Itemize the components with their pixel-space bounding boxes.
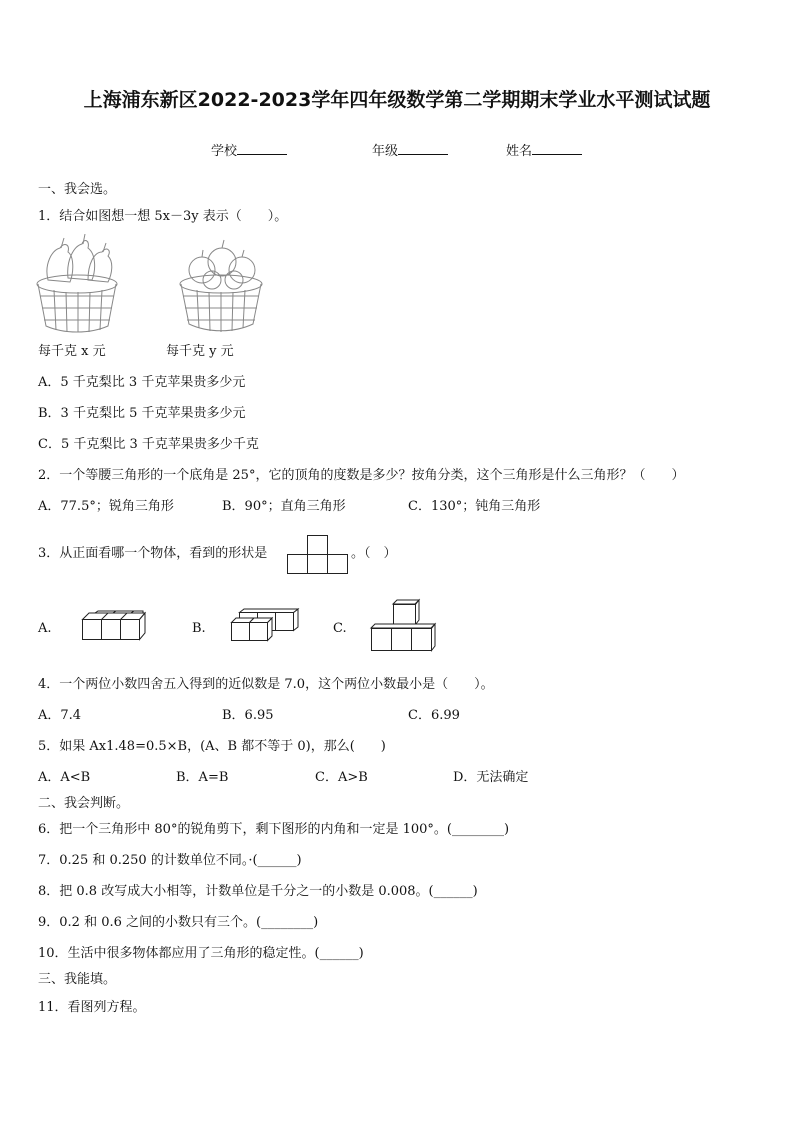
apple-basket-icon [176,236,266,336]
q7-statement[interactable]: 7．0.25 和 0.250 的计数单位不同。·(______) [38,853,302,868]
q5-option-b[interactable]: B．A=B [176,770,229,785]
q3-option-c-cubes [367,598,437,654]
q4-option-a[interactable]: A．7.4 [38,708,82,723]
q2-option-a[interactable]: A．77.5°；锐角三角形 [38,499,174,514]
q1-caption-pear: 每千克 x 元 [38,344,106,359]
q1-option-a[interactable]: A．5 千克梨比 3 千克苹果贵多少元 [38,375,246,390]
q2-option-c[interactable]: C．130°；钝角三角形 [408,499,541,514]
name-field [506,141,582,160]
q3-stem: 3．从正面看哪一个物体，看到的形状是 [38,546,268,561]
q4-stem: 4．一个两位小数四舍五入得到的近似数是 7.0，这个两位小数最小是（ ）。 [38,677,494,692]
q3-option-b-cubes [229,608,301,646]
grade-field [372,141,448,160]
q3-option-a-cubes [80,609,150,645]
school-field [211,141,287,160]
q5-option-c[interactable]: C．A>B [315,770,368,785]
q1-caption-apple: 每千克 y 元 [166,344,234,359]
name-blank[interactable] [532,141,582,155]
section-1-heading: 一、我会选。 [38,182,117,197]
page-title: 上海浦东新区2022-2023学年四年级数学第二学期期末学业水平测试试题 [83,89,711,111]
q5-option-d[interactable]: D．无法确定 [453,770,529,785]
q9-statement[interactable]: 9．0.2 和 0.6 之间的小数只有三个。(________) [38,915,319,930]
q4-option-c[interactable]: C．6.99 [408,708,460,723]
q1-option-c[interactable]: C．5 千克梨比 3 千克苹果贵多少千克 [38,437,259,452]
q10-statement[interactable]: 10．生活中很多物体都应用了三角形的稳定性。(______) [38,946,364,961]
name-label: 姓名 [506,144,533,159]
q4-option-b[interactable]: B．6.95 [222,708,274,723]
q2-option-b[interactable]: B．90°；直角三角形 [222,499,346,514]
school-blank[interactable] [237,141,287,155]
front-view-shape [287,534,349,576]
q3-option-a[interactable]: A. [38,621,52,636]
section-2-heading: 二、我会判断。 [38,796,130,811]
q6-statement[interactable]: 6．把一个三角形中 80°的锐角剪下，剩下图形的内角和一定是 100°。(________) [38,822,510,837]
q5-option-a[interactable]: A．A<B [38,770,91,785]
q3-stem-tail: 。（ ） [351,546,397,561]
q1-stem: 1．结合如图想一想 5x－3y 表示（ ）。 [38,209,288,224]
q5-stem: 5．如果 Ax1.48=0.5×B，(A、B 都不等于 0)，那么( ) [38,739,386,754]
grade-label: 年级 [372,144,399,159]
section-3-heading: 三、我能填。 [38,972,117,987]
q1-option-b[interactable]: B．3 千克梨比 5 千克苹果贵多少元 [38,406,246,421]
pear-basket-icon [34,234,120,338]
q11-stem: 11．看图列方程。 [38,1000,146,1015]
q2-stem: 2．一个等腰三角形的一个底角是 25°，它的顶角的度数是多少？按角分类，这个三角形是什么三角形？（ ） [38,468,685,483]
q3-option-c[interactable]: C. [333,621,347,636]
q3-option-b[interactable]: B. [192,621,206,636]
q8-statement[interactable]: 8．把 0.8 改写成大小相等，计数单位是千分之一的小数是 0.008。(______) [38,884,478,899]
school-label: 学校 [211,144,238,159]
grade-blank[interactable] [398,141,448,155]
